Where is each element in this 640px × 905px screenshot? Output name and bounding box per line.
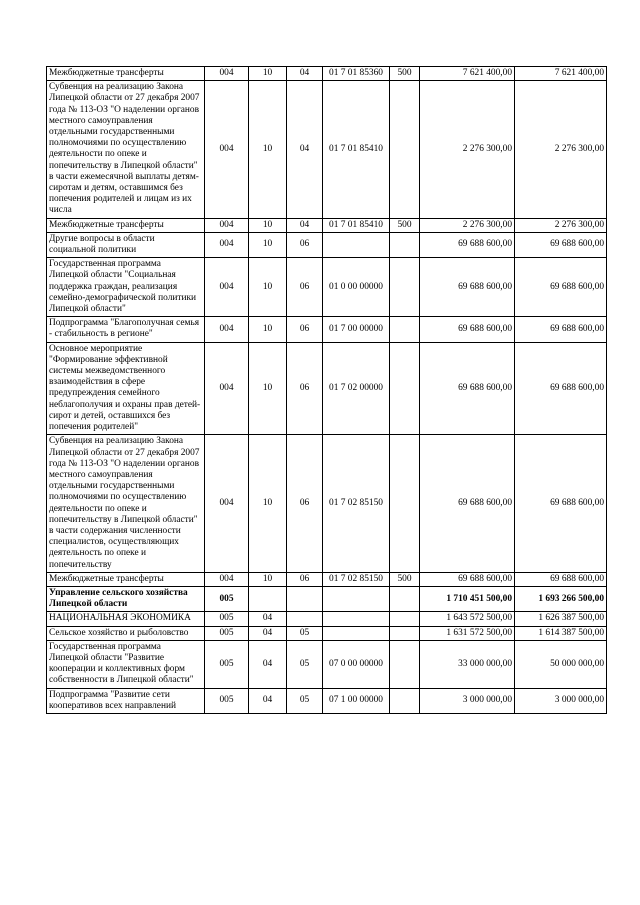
cell-amount-year-2: 69 688 600,00 bbox=[515, 435, 607, 572]
cell-subsection-code: 05 bbox=[287, 688, 323, 713]
cell-amount-year-1: 1 631 572 500,00 bbox=[420, 626, 515, 640]
cell-expense-type bbox=[390, 81, 420, 218]
cell-section-code: 04 bbox=[249, 688, 287, 713]
cell-section-code: 10 bbox=[249, 67, 287, 81]
cell-amount-year-2: 50 000 000,00 bbox=[515, 640, 607, 688]
cell-amount-year-1: 7 621 400,00 bbox=[420, 67, 515, 81]
cell-ministry-code: 004 bbox=[205, 258, 249, 317]
cell-expense-type bbox=[390, 317, 420, 342]
table-row bbox=[47, 640, 607, 688]
budget-table bbox=[46, 66, 607, 714]
cell-expense-type bbox=[390, 342, 420, 435]
cell-subsection-code bbox=[287, 586, 323, 611]
cell-amount-year-1: 2 276 300,00 bbox=[420, 81, 515, 218]
cell-section-code: 10 bbox=[249, 218, 287, 232]
cell-section-code: 10 bbox=[249, 258, 287, 317]
cell-section-code: 10 bbox=[249, 232, 287, 257]
cell-subsection-code: 06 bbox=[287, 435, 323, 572]
cell-name: Основное мероприятие "Формирование эффективной системы межведомственного взаимодействия в сфере предупреждения семейного неблагополучия и охраны прав детей-сирот и детей, оставшихся без попечения родителей" bbox=[47, 342, 205, 435]
cell-subsection-code: 05 bbox=[287, 640, 323, 688]
cell-section-code bbox=[249, 586, 287, 611]
cell-target-article: 07 1 00 00000 bbox=[323, 688, 390, 713]
cell-amount-year-2: 69 688 600,00 bbox=[515, 342, 607, 435]
cell-target-article: 01 7 02 85150 bbox=[323, 572, 390, 586]
table-row bbox=[47, 435, 607, 572]
cell-target-article: 01 7 02 85150 bbox=[323, 435, 390, 572]
cell-amount-year-1: 69 688 600,00 bbox=[420, 435, 515, 572]
table-row bbox=[47, 688, 607, 713]
cell-ministry-code: 004 bbox=[205, 435, 249, 572]
cell-target-article: 01 7 01 85410 bbox=[323, 218, 390, 232]
cell-amount-year-2: 1 614 387 500,00 bbox=[515, 626, 607, 640]
cell-name: Субвенция на реализацию Закона Липецкой области от 27 декабря 2007 года № 113-ОЗ "О наделении органов местного самоуправления отдельными государственными полномочиями по осуществлению деятельности по опеке и попечительству в Липецкой области" в части ежемесячной выплаты детям-сиротам и детям, оставшимся без попечения родителей и лицам из их числа bbox=[47, 81, 205, 218]
cell-amount-year-1: 1 710 451 500,00 bbox=[420, 586, 515, 611]
cell-section-code: 10 bbox=[249, 572, 287, 586]
cell-subsection-code: 04 bbox=[287, 67, 323, 81]
cell-target-article: 01 7 01 85410 bbox=[323, 81, 390, 218]
cell-section-code: 10 bbox=[249, 81, 287, 218]
cell-amount-year-2: 69 688 600,00 bbox=[515, 258, 607, 317]
cell-section-code: 10 bbox=[249, 342, 287, 435]
cell-target-article: 01 7 01 85360 bbox=[323, 67, 390, 81]
cell-section-code: 04 bbox=[249, 612, 287, 626]
cell-subsection-code: 06 bbox=[287, 317, 323, 342]
table-row bbox=[47, 572, 607, 586]
table-row bbox=[47, 317, 607, 342]
cell-expense-type bbox=[390, 232, 420, 257]
cell-amount-year-2: 2 276 300,00 bbox=[515, 218, 607, 232]
cell-subsection-code: 06 bbox=[287, 342, 323, 435]
cell-ministry-code: 004 bbox=[205, 232, 249, 257]
cell-section-code: 10 bbox=[249, 317, 287, 342]
cell-amount-year-1: 33 000 000,00 bbox=[420, 640, 515, 688]
cell-expense-type bbox=[390, 688, 420, 713]
cell-amount-year-1: 69 688 600,00 bbox=[420, 572, 515, 586]
cell-ministry-code: 005 bbox=[205, 640, 249, 688]
cell-amount-year-1: 2 276 300,00 bbox=[420, 218, 515, 232]
cell-amount-year-2: 1 626 387 500,00 bbox=[515, 612, 607, 626]
table-row bbox=[47, 612, 607, 626]
cell-amount-year-1: 3 000 000,00 bbox=[420, 688, 515, 713]
cell-amount-year-2: 69 688 600,00 bbox=[515, 317, 607, 342]
cell-ministry-code: 005 bbox=[205, 626, 249, 640]
table-row bbox=[47, 67, 607, 81]
cell-amount-year-1: 1 643 572 500,00 bbox=[420, 612, 515, 626]
cell-expense-type bbox=[390, 626, 420, 640]
cell-amount-year-1: 69 688 600,00 bbox=[420, 232, 515, 257]
cell-ministry-code: 005 bbox=[205, 612, 249, 626]
cell-ministry-code: 004 bbox=[205, 317, 249, 342]
table-row bbox=[47, 626, 607, 640]
cell-section-code: 04 bbox=[249, 640, 287, 688]
cell-subsection-code: 06 bbox=[287, 232, 323, 257]
cell-name: Подпрограмма "Развитие сети кооперативов всех направлений bbox=[47, 688, 205, 713]
cell-expense-type bbox=[390, 612, 420, 626]
cell-target-article: 01 0 00 00000 bbox=[323, 258, 390, 317]
cell-ministry-code: 004 bbox=[205, 572, 249, 586]
cell-amount-year-2: 7 621 400,00 bbox=[515, 67, 607, 81]
cell-section-code: 10 bbox=[249, 435, 287, 572]
cell-target-article: 01 7 02 00000 bbox=[323, 342, 390, 435]
table-row bbox=[47, 586, 607, 611]
cell-target-article bbox=[323, 586, 390, 611]
cell-amount-year-2: 2 276 300,00 bbox=[515, 81, 607, 218]
document-page bbox=[46, 66, 606, 714]
cell-expense-type: 500 bbox=[390, 572, 420, 586]
cell-name: Субвенция на реализацию Закона Липецкой области от 27 декабря 2007 года № 113-ОЗ "О наделении органов местного самоуправления отдельными государственными полномочиями по осуществлению деятельности по опеке и попечительству в Липецкой области" в части содержания численности специалистов, осуществляющих деятельность по опеке и попечительству bbox=[47, 435, 205, 572]
cell-subsection-code: 06 bbox=[287, 572, 323, 586]
cell-name: Подпрограмма "Благополучная семья - стабильность в регионе" bbox=[47, 317, 205, 342]
cell-ministry-code: 004 bbox=[205, 342, 249, 435]
cell-amount-year-2: 69 688 600,00 bbox=[515, 232, 607, 257]
cell-ministry-code: 004 bbox=[205, 218, 249, 232]
table-row bbox=[47, 232, 607, 257]
cell-subsection-code bbox=[287, 612, 323, 626]
cell-amount-year-2: 3 000 000,00 bbox=[515, 688, 607, 713]
cell-expense-type bbox=[390, 435, 420, 572]
cell-name: Межбюджетные трансферты bbox=[47, 67, 205, 81]
table-row bbox=[47, 81, 607, 218]
cell-ministry-code: 004 bbox=[205, 67, 249, 81]
cell-target-article bbox=[323, 626, 390, 640]
cell-amount-year-2: 1 693 266 500,00 bbox=[515, 586, 607, 611]
cell-target-article bbox=[323, 232, 390, 257]
cell-name: Государственная программа Липецкой области "Социальная поддержка граждан, реализация семейно-демографической политики Липецкой области" bbox=[47, 258, 205, 317]
cell-expense-type bbox=[390, 258, 420, 317]
cell-ministry-code: 004 bbox=[205, 81, 249, 218]
cell-ministry-code: 005 bbox=[205, 688, 249, 713]
cell-name: Государственная программа Липецкой области "Развитие кооперации и коллективных форм собственности в Липецкой области" bbox=[47, 640, 205, 688]
cell-name: Сельское хозяйство и рыболовство bbox=[47, 626, 205, 640]
cell-amount-year-2: 69 688 600,00 bbox=[515, 572, 607, 586]
cell-target-article: 01 7 00 00000 bbox=[323, 317, 390, 342]
cell-amount-year-1: 69 688 600,00 bbox=[420, 342, 515, 435]
cell-name: Другие вопросы в области социальной политики bbox=[47, 232, 205, 257]
table-row bbox=[47, 258, 607, 317]
cell-expense-type bbox=[390, 586, 420, 611]
table-body bbox=[47, 67, 607, 714]
cell-target-article bbox=[323, 612, 390, 626]
cell-amount-year-1: 69 688 600,00 bbox=[420, 258, 515, 317]
cell-expense-type: 500 bbox=[390, 218, 420, 232]
cell-subsection-code: 04 bbox=[287, 218, 323, 232]
cell-subsection-code: 04 bbox=[287, 81, 323, 218]
cell-expense-type bbox=[390, 640, 420, 688]
cell-section-code: 04 bbox=[249, 626, 287, 640]
cell-name: НАЦИОНАЛЬНАЯ ЭКОНОМИКА bbox=[47, 612, 205, 626]
cell-ministry-code: 005 bbox=[205, 586, 249, 611]
table-row bbox=[47, 218, 607, 232]
cell-target-article: 07 0 00 00000 bbox=[323, 640, 390, 688]
cell-name: Межбюджетные трансферты bbox=[47, 572, 205, 586]
table-row bbox=[47, 342, 607, 435]
cell-amount-year-1: 69 688 600,00 bbox=[420, 317, 515, 342]
cell-name: Управление сельского хозяйства Липецкой области bbox=[47, 586, 205, 611]
cell-subsection-code: 06 bbox=[287, 258, 323, 317]
cell-name: Межбюджетные трансферты bbox=[47, 218, 205, 232]
cell-expense-type: 500 bbox=[390, 67, 420, 81]
cell-subsection-code: 05 bbox=[287, 626, 323, 640]
